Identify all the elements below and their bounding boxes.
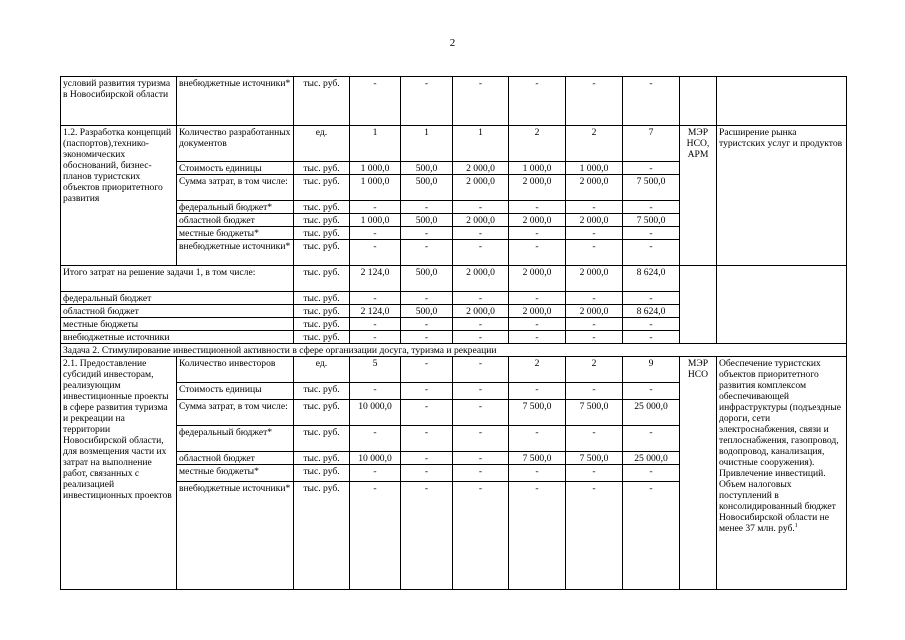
unit-cell: тыс. руб. xyxy=(294,331,350,344)
value-cell: - xyxy=(453,240,509,266)
indicator-label: областной бюджет xyxy=(177,214,294,227)
value-cell: - xyxy=(623,482,680,590)
indicator-label: Количество разработанных документов xyxy=(177,126,294,162)
value-cell: 500,0 xyxy=(401,305,453,318)
task-2-1-result xyxy=(717,357,847,590)
task-2-1-executor: МЭР НСО xyxy=(680,357,717,590)
task-2-header: Задача 2. Стимулирование инвестиционной активности в сфере организации досуга, туризма и рекреации xyxy=(61,344,847,357)
value-cell: 7 500,0 xyxy=(623,214,680,227)
value-cell: 10 000,0 xyxy=(350,452,401,465)
value-cell: 2 000,0 xyxy=(566,305,623,318)
value-cell: - xyxy=(350,426,401,452)
indicator-label: федеральный бюджет* xyxy=(177,426,294,452)
executor-cell xyxy=(680,266,717,344)
value-cell: - xyxy=(566,201,623,214)
value-cell: - xyxy=(566,426,623,452)
value-cell: - xyxy=(623,240,680,266)
unit-cell: тыс. руб. xyxy=(294,292,350,305)
value-cell: - xyxy=(401,465,453,482)
value-cell: 1 xyxy=(453,126,509,162)
value-cell: 9 xyxy=(623,357,680,383)
indicator-label: Количество инвесторов xyxy=(177,357,294,383)
value-cell: - xyxy=(453,331,509,344)
value-cell: - xyxy=(401,331,453,344)
value-cell: - xyxy=(509,331,566,344)
indicator-label: внебюджетные источники* xyxy=(177,482,294,590)
value-cell: - xyxy=(401,227,453,240)
value-cell: - xyxy=(350,465,401,482)
task-2-1-name: 2.1. Предоставление субсидий инвесторам, реализующим инвестиционные проекты в сфере развития туризма и рекреации на территории Новосибирской области, для возмещения части их затрат на выполнение работ, связанных с реализацией инвестиционных проектов xyxy=(61,357,177,590)
result-text: Обеспечение туристских объектов приоритетного развития комплексом обеспечивающей инфраструктуры (подъездные дороги, сети электроснабжения, связи и теплоснабжения, газопровод, водопровод, канализация, очистные сооружения). Привлечение инвестиций. Объем налоговых поступлений в консолидированный бюджет Новосибирской области не менее 37 млн. руб. xyxy=(719,358,842,534)
unit-cell: тыс. руб. xyxy=(294,201,350,214)
value-cell: - xyxy=(509,292,566,305)
value-cell: - xyxy=(401,426,453,452)
value-cell: - xyxy=(566,318,623,331)
value-cell: 2 000,0 xyxy=(509,305,566,318)
value-cell: 2 000,0 xyxy=(453,266,509,292)
value-cell: 1 xyxy=(350,126,401,162)
value-cell: 10 000,0 xyxy=(350,400,401,426)
value-cell: - xyxy=(350,227,401,240)
table-row xyxy=(61,266,847,292)
value-cell: 8 624,0 xyxy=(623,305,680,318)
total-label: федеральный бюджет xyxy=(61,292,294,305)
value-cell: - xyxy=(623,162,680,175)
value-cell: - xyxy=(401,240,453,266)
indicator-label: местные бюджеты* xyxy=(177,227,294,240)
budget-table xyxy=(60,76,847,590)
value-cell: - xyxy=(453,77,509,126)
unit-cell: тыс. руб. xyxy=(294,426,350,452)
value-cell: 1 000,0 xyxy=(509,162,566,175)
value-cell: - xyxy=(453,201,509,214)
value-cell: - xyxy=(453,482,509,590)
unit-cell: тыс. руб. xyxy=(294,214,350,227)
unit-cell: тыс. руб. xyxy=(294,383,350,400)
value-cell: - xyxy=(566,482,623,590)
indicator-label: областной бюджет xyxy=(177,452,294,465)
indicator-label: Сумма затрат, в том числе: xyxy=(177,400,294,426)
unit-cell: ед. xyxy=(294,126,350,162)
value-cell: - xyxy=(623,426,680,452)
value-cell: 500,0 xyxy=(401,162,453,175)
value-cell: 1 xyxy=(401,126,453,162)
unit-cell: тыс. руб. xyxy=(294,400,350,426)
value-cell: - xyxy=(566,465,623,482)
value-cell: - xyxy=(453,426,509,452)
value-cell: - xyxy=(509,383,566,400)
value-cell: - xyxy=(350,292,401,305)
unit-cell: тыс. руб. xyxy=(294,77,350,126)
value-cell: 7 xyxy=(623,126,680,162)
value-cell: 2 xyxy=(509,357,566,383)
value-cell: - xyxy=(509,227,566,240)
value-cell: 2 000,0 xyxy=(453,162,509,175)
value-cell: - xyxy=(509,465,566,482)
value-cell: - xyxy=(350,383,401,400)
value-cell: 2 000,0 xyxy=(509,175,566,201)
total-label: местные бюджеты xyxy=(61,318,294,331)
value-cell: 7 500,0 xyxy=(623,175,680,201)
value-cell: - xyxy=(350,318,401,331)
value-cell: - xyxy=(401,292,453,305)
value-cell: - xyxy=(350,240,401,266)
task-1-2-name: 1.2. Разработка концепций (паспортов),технико-экономических обоснований, бизнес-планов туристских объектов приоритетного развития xyxy=(61,126,177,266)
value-cell: 1 000,0 xyxy=(350,175,401,201)
table-row xyxy=(61,77,847,126)
indicator-label: Сумма затрат, в том числе: xyxy=(177,175,294,201)
value-cell: - xyxy=(453,452,509,465)
value-cell: - xyxy=(623,318,680,331)
value-cell: - xyxy=(509,201,566,214)
value-cell: - xyxy=(623,77,680,126)
value-cell: - xyxy=(453,465,509,482)
value-cell: - xyxy=(566,331,623,344)
value-cell: 7 500,0 xyxy=(566,400,623,426)
result-cell xyxy=(717,77,847,126)
task-1-2-result: Расширение рынка туристских услуг и продуктов xyxy=(717,126,847,266)
unit-cell: тыс. руб. xyxy=(294,266,350,292)
value-cell: 2 xyxy=(509,126,566,162)
value-cell: 25 000,0 xyxy=(623,452,680,465)
value-cell: 2 000,0 xyxy=(566,214,623,227)
result-cell xyxy=(717,266,847,344)
value-cell: 8 624,0 xyxy=(623,266,680,292)
value-cell: 25 000,0 xyxy=(623,400,680,426)
value-cell: 2 124,0 xyxy=(350,305,401,318)
value-cell: 2 000,0 xyxy=(453,175,509,201)
value-cell: - xyxy=(453,357,509,383)
value-cell: - xyxy=(453,383,509,400)
value-cell: - xyxy=(350,77,401,126)
table-row xyxy=(61,344,847,357)
value-cell: 1 000,0 xyxy=(350,214,401,227)
total-label: внебюджетные источники xyxy=(61,331,294,344)
value-cell: - xyxy=(509,318,566,331)
value-cell: 2 000,0 xyxy=(453,214,509,227)
value-cell: - xyxy=(509,426,566,452)
value-cell: - xyxy=(401,383,453,400)
total-label: областной бюджет xyxy=(61,305,294,318)
indicator-label: Стоимость единицы xyxy=(177,383,294,400)
value-cell: 2 000,0 xyxy=(566,266,623,292)
value-cell: - xyxy=(566,292,623,305)
unit-cell: тыс. руб. xyxy=(294,240,350,266)
value-cell: - xyxy=(401,400,453,426)
value-cell: - xyxy=(623,383,680,400)
indicator-label: Стоимость единицы xyxy=(177,162,294,175)
indicator-label: внебюджетные источники* xyxy=(177,240,294,266)
value-cell: 500,0 xyxy=(401,266,453,292)
value-cell: 2 000,0 xyxy=(453,305,509,318)
value-cell: - xyxy=(453,318,509,331)
value-cell: - xyxy=(509,77,566,126)
task-1-2-executor: МЭР НСО, АРМ xyxy=(680,126,717,266)
value-cell: 2 000,0 xyxy=(509,266,566,292)
unit-cell: тыс. руб. xyxy=(294,175,350,201)
value-cell: - xyxy=(623,292,680,305)
value-cell: - xyxy=(401,318,453,331)
item-name-continued: условий развития туризма в Новосибирской области xyxy=(61,77,177,126)
unit-cell: тыс. руб. xyxy=(294,318,350,331)
value-cell: - xyxy=(566,240,623,266)
value-cell: 7 500,0 xyxy=(509,400,566,426)
indicator-label: местные бюджеты* xyxy=(177,465,294,482)
value-cell: - xyxy=(509,482,566,590)
table-row xyxy=(61,357,847,383)
value-cell: - xyxy=(350,201,401,214)
value-cell: - xyxy=(350,331,401,344)
value-cell: 7 500,0 xyxy=(509,452,566,465)
value-cell: 2 xyxy=(566,126,623,162)
value-cell: 2 124,0 xyxy=(350,266,401,292)
value-cell: - xyxy=(350,482,401,590)
executor-cell xyxy=(680,77,717,126)
unit-cell: тыс. руб. xyxy=(294,162,350,175)
value-cell: 2 000,0 xyxy=(509,214,566,227)
value-cell: - xyxy=(623,227,680,240)
unit-cell: тыс. руб. xyxy=(294,452,350,465)
value-cell: 1 000,0 xyxy=(566,162,623,175)
unit-cell: тыс. руб. xyxy=(294,482,350,590)
unit-cell: ед. xyxy=(294,357,350,383)
value-cell: - xyxy=(401,452,453,465)
page-number: 2 xyxy=(449,37,456,49)
footnote-mark: 1 xyxy=(794,522,798,529)
value-cell: - xyxy=(401,482,453,590)
indicator-label: федеральный бюджет* xyxy=(177,201,294,214)
value-cell: - xyxy=(453,292,509,305)
value-cell: - xyxy=(623,201,680,214)
value-cell: - xyxy=(401,201,453,214)
value-cell: - xyxy=(401,357,453,383)
unit-cell: тыс. руб. xyxy=(294,305,350,318)
unit-cell: тыс. руб. xyxy=(294,227,350,240)
indicator-label: внебюджетные источники* xyxy=(177,77,294,126)
value-cell: 500,0 xyxy=(401,175,453,201)
total-label: Итого затрат на решение задачи 1, в том числе: xyxy=(61,266,294,292)
value-cell: - xyxy=(453,227,509,240)
value-cell: 1 000,0 xyxy=(350,162,401,175)
value-cell: 5 xyxy=(350,357,401,383)
value-cell: - xyxy=(623,331,680,344)
table-row xyxy=(61,126,847,162)
unit-cell: тыс. руб. xyxy=(294,465,350,482)
value-cell: 2 xyxy=(566,357,623,383)
value-cell: 500,0 xyxy=(401,214,453,227)
value-cell: - xyxy=(623,465,680,482)
value-cell: - xyxy=(566,227,623,240)
value-cell: 2 000,0 xyxy=(566,175,623,201)
value-cell: - xyxy=(509,240,566,266)
value-cell: - xyxy=(401,77,453,126)
value-cell: - xyxy=(566,383,623,400)
value-cell: - xyxy=(453,400,509,426)
value-cell: 7 500,0 xyxy=(566,452,623,465)
value-cell: - xyxy=(566,77,623,126)
